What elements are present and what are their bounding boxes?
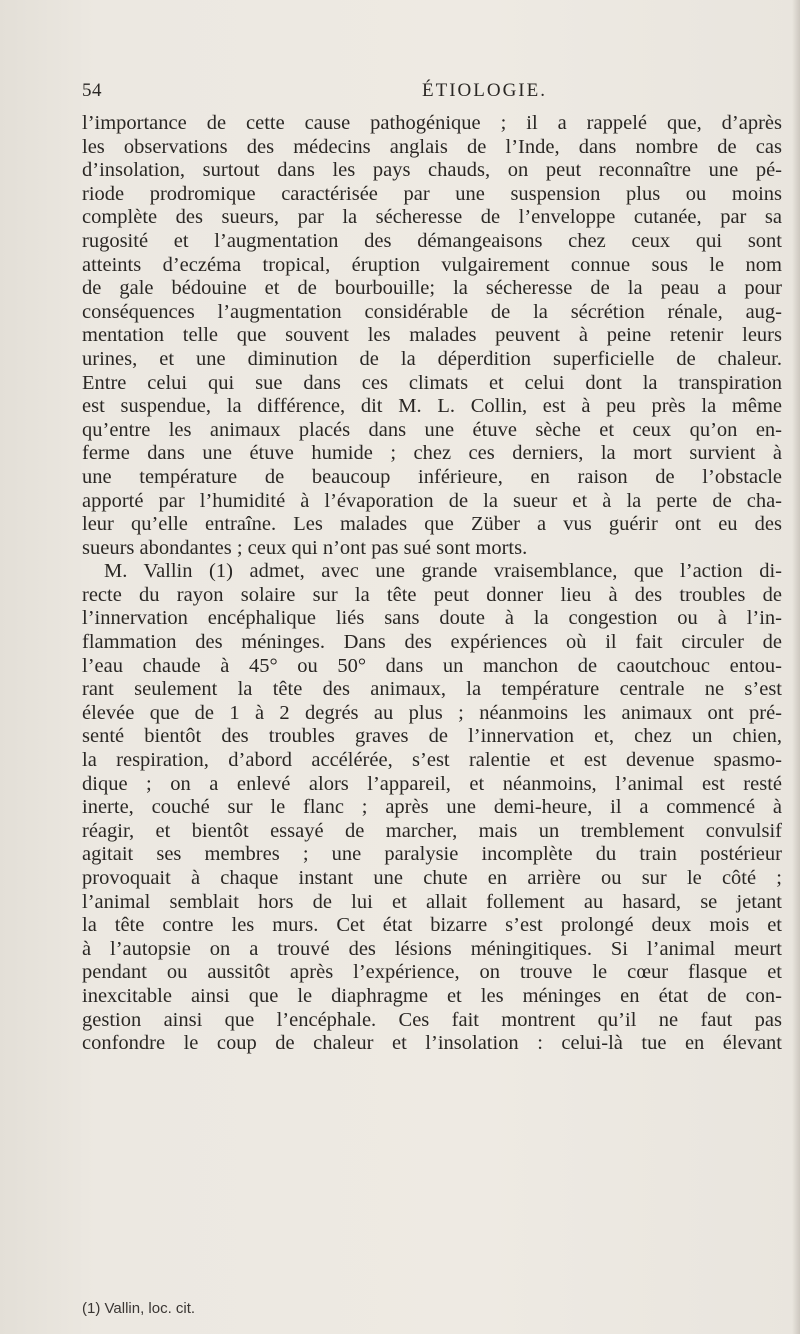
text-line: inerte, couché sur le flanc ; après une demi-heure, il a commencé à <box>82 796 782 819</box>
text-line: inexcitable ainsi que le diaphragme et les méninges en état de con- <box>82 984 782 1007</box>
page-header <box>82 80 782 106</box>
text-line: mentation telle que souvent les malades peuvent à peine retenir leurs <box>82 324 782 347</box>
running-title: ÉTIOLOGIE. <box>422 80 547 101</box>
text-line: recte du rayon solaire sur la tête peut donner lieu à des troubles de <box>82 583 782 606</box>
text-line: conséquences l’augmentation considérable de la sécrétion rénale, aug- <box>82 300 782 323</box>
text-line: les observations des médecins anglais de l’Inde, dans nombre de cas <box>82 135 782 158</box>
text-line: rugosité et l’augmentation des démangeaisons chez ceux qui sont <box>82 229 782 252</box>
text-line: d’insolation, surtout dans les pays chauds, on peut reconnaître une pé- <box>82 159 782 182</box>
body-text <box>82 112 782 1056</box>
text-line: confondre le coup de chaleur et l’insolation : celui-là tue en élevant <box>82 1032 782 1055</box>
text-line: senté bientôt des troubles graves de l’innervation et, chez un chien, <box>82 725 782 748</box>
text-line: la respiration, d’abord accélérée, s’est ralentie et est devenue spasmo- <box>82 749 782 772</box>
text-line: flammation des méninges. Dans des expériences où il fait circuler de <box>82 631 782 654</box>
footnote: (1) Vallin, loc. cit. <box>82 1300 196 1317</box>
text-line: la tête contre les murs. Cet état bizarre s’est prolongé deux mois et <box>82 914 782 937</box>
text-line: M. Vallin (1) admet, avec une grande vraisemblance, que l’action di- <box>104 560 782 583</box>
text-line: est suspendue, la différence, dit M. L. Collin, est à peu près la même <box>82 395 782 418</box>
text-line: qu’entre les animaux placés dans une étuve sèche et ceux qu’on en- <box>82 418 782 441</box>
text-line: riode prodromique caractérisée par une suspension plus ou moins <box>82 182 782 205</box>
text-line: pendant ou aussitôt après l’expérience, on trouve le cœur flasque et <box>82 961 782 984</box>
text-line: atteints d’eczéma tropical, éruption vulgairement connue sous le nom <box>82 253 782 276</box>
text-line: dique ; on a enlevé alors l’appareil, et néanmoins, l’animal est resté <box>82 772 782 795</box>
text-line: de gale bédouine et de bourbouille; la sécheresse de la peau a pour <box>82 277 782 300</box>
text-line: l’eau chaude à 45° ou 50° dans un manchon de caoutchouc entou- <box>82 654 782 677</box>
text-line: gestion ainsi que l’encéphale. Ces fait montrent qu’il ne faut pas <box>82 1008 782 1031</box>
page-number: 54 <box>82 80 102 101</box>
text-line: réagir, et bientôt essayé de marcher, mais un tremblement convulsif <box>82 819 782 842</box>
text-line: urines, et une diminution de la déperdition superficielle de chaleur. <box>82 347 782 370</box>
text-line: apporté par l’humidité à l’évaporation de la sueur et à la perte de cha- <box>82 489 782 512</box>
text-line: l’animal semblait hors de lui et allait follement au hasard, se jetant <box>82 890 782 913</box>
text-line: agitait ses membres ; une paralysie incomplète du train postérieur <box>82 843 782 866</box>
text-line: sueurs abondantes ; ceux qui n’ont pas sué sont morts. <box>82 536 528 559</box>
text-line: l’innervation encéphalique liés sans doute à la congestion ou à l’in- <box>82 607 782 630</box>
text-line: leur qu’elle entraîne. Les malades que Züber a vus guérir ont eu des <box>82 513 782 536</box>
text-line: rant seulement la tête des animaux, la température centrale ne s’est <box>82 678 782 701</box>
text-line: provoquait à chaque instant une chute en arrière ou sur le côté ; <box>82 867 782 889</box>
text-line: Entre celui qui sue dans ces climats et celui dont la transpiration <box>82 371 782 394</box>
text-line: l’importance de cette cause pathogénique ; il a rappelé que, d’après <box>82 112 782 134</box>
text-line: complète des sueurs, par la sécheresse de l’enveloppe cutanée, par sa <box>82 206 782 229</box>
text-line: une température de beaucoup inférieure, en raison de l’obstacle <box>82 465 782 488</box>
page-edge-shadow <box>792 0 800 1334</box>
text-line: élevée que de 1 à 2 degrés au plus ; néanmoins les animaux ont pré- <box>82 701 782 724</box>
text-line: à l’autopsie on a trouvé des lésions méningitiques. Si l’animal meurt <box>82 937 782 960</box>
text-line: ferme dans une étuve humide ; chez ces derniers, la mort survient à <box>82 442 782 465</box>
